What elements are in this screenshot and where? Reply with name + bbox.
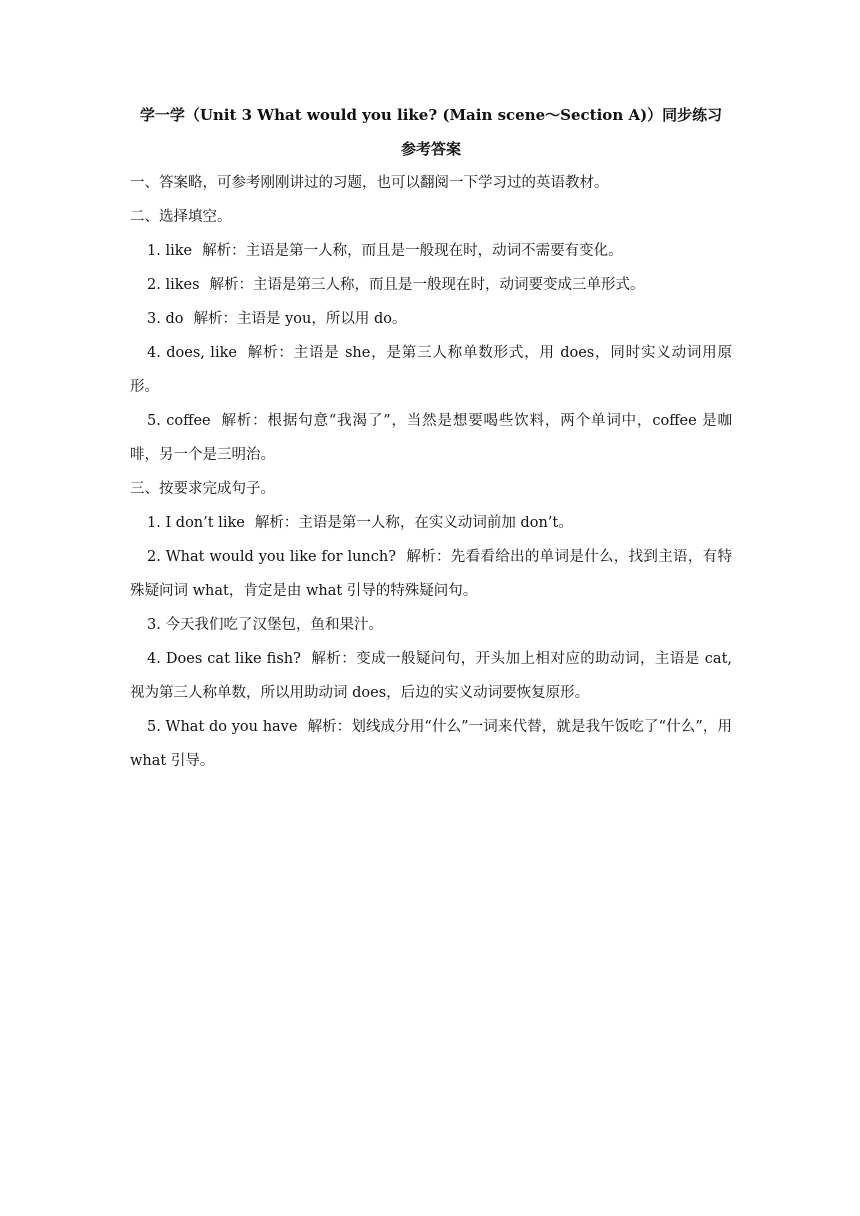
section-3-item-3 — [130, 608, 732, 642]
section-2-item-2 — [130, 268, 732, 302]
section-2-item-3 — [130, 302, 732, 336]
answer-text: 2. What would you like for lunch? — [147, 549, 396, 565]
section-3-item-1 — [130, 506, 732, 540]
explanation-text: 解析：划线成分用“什么”一词来代替，就是我午饭吃了“什么”，用 what 引导。 — [130, 719, 732, 769]
section-3-item-2 — [130, 540, 732, 608]
explanation-text: 解析：主语是第三人称，而且是一般现在时，动词要变成三单形式。 — [209, 277, 645, 293]
answer-text: 4. Does cat like fish? — [147, 651, 301, 667]
answer-text: 1. I don’t like — [147, 515, 245, 531]
explanation-text: 解析：根据句意“我渴了”，当然是想要喝些饮料，两个单词中，coffee 是咖啡，另一个是三明治。 — [130, 413, 732, 463]
answer-text: 4. does, like — [147, 345, 237, 361]
answer-text: 1. like — [147, 243, 193, 259]
explanation-text: 解析：先看看给出的单词是什么，找到主语，有特殊疑问词 what，肯定是由 what 引导的特殊疑问句。 — [130, 549, 732, 599]
answer-text: 5. What do you have — [147, 719, 298, 735]
section-3-item-5 — [130, 710, 732, 778]
explanation-text: 解析：主语是第一人称，在实义动词前加 don’t。 — [254, 515, 573, 531]
section-1-heading: 一、答案略，可参考刚刚讲过的习题，也可以翻阅一下学习过的英语教材。 — [130, 175, 609, 191]
section-2-item-5 — [130, 404, 732, 472]
section-3-item-4 — [130, 642, 732, 710]
section-2-heading: 二、选择填空。 — [130, 209, 232, 225]
section-2-item-4 — [130, 336, 732, 404]
answer-text: 3. 今天我们吃了汉堡包，鱼和果汁。 — [147, 617, 383, 633]
answer-text: 5. coffee — [147, 413, 211, 429]
section-3-heading: 三、按要求完成句子。 — [130, 481, 275, 497]
answer-text: 2. likes — [147, 277, 200, 293]
explanation-text: 解析：主语是 she，是第三人称单数形式，用 does，同时实义动词用原形。 — [130, 345, 732, 395]
explanation-text: 解析：主语是 you，所以用 do。 — [193, 311, 407, 327]
explanation-text: 解析：主语是第一人称，而且是一般现在时，动词不需要有变化。 — [202, 243, 623, 259]
document-title: 学一学（Unit 3 What would you like? (Main scene～Section A)）同步练习 — [139, 106, 723, 124]
answer-text: 3. do — [147, 311, 184, 327]
document-page — [130, 98, 732, 778]
document-subtitle: 参考答案 — [400, 140, 461, 158]
section-2-item-1 — [130, 234, 732, 268]
explanation-text: 解析：变成一般疑问句，开头加上相对应的助动词，主语是 cat,视为第三人称单数，所以用助动词 does，后边的实义动词要恢复原形。 — [130, 651, 733, 701]
